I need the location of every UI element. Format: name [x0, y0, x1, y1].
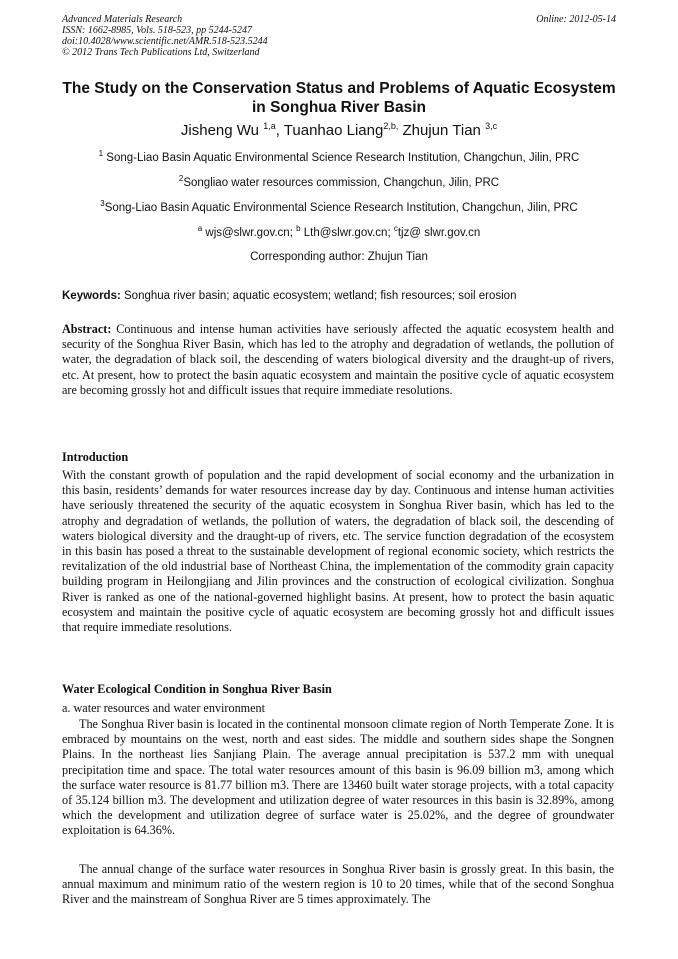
abstract: [62, 322, 614, 398]
author-name: Tuanhao Liang: [283, 122, 384, 139]
email-list: [40, 224, 638, 239]
paragraph: The annual change of the surface water resources in Songhua River basin is grossly great. In this basin, the annual maximum and minimum ratio of the western region is 10 to 20 times, while that of the second Songhua River and the mainstream of Songhua River are 5 times approximately. The: [62, 862, 614, 907]
issn-line: ISSN: 1662-8985, Vols. 518-523, pp 5244-5247: [62, 25, 252, 36]
affiliation-text: Song-Liao Basin Aquatic Environmental Science Research Institution, Changchun, Jilin, PRC: [106, 152, 580, 164]
affiliation-text: Songliao water resources commission, Changchun, Jilin, PRC: [183, 177, 500, 189]
email-sup: a: [197, 224, 203, 234]
email-link[interactable]: Lth@slwr.gov.cn;: [303, 227, 391, 239]
affiliation-2: [40, 174, 638, 189]
copyright-line: © 2012 Trans Tech Publications Ltd, Switzerland: [62, 47, 260, 58]
affiliation-sup: 2: [178, 174, 184, 184]
abstract-text: Continuous and intense human activities have seriously affected the aquatic ecosystem health and security of the Songhua River Basin, which has led to the atrophy and degradation of wetlands, the pollution of water, the degradation of black soil, the descending of waters biological diversity and the draught-up of rivers, etc. At present, how to protect the basin aquatic ecosystem and maintain the positive cycle of aquatic ecosystem are becoming grossly hot and difficult issues that require immediate resolutions.: [62, 322, 614, 397]
email-link[interactable]: tjz@ slwr.gov.cn: [397, 227, 481, 239]
affiliation-sup: 3: [100, 199, 105, 209]
author-sup: 1,a: [263, 121, 276, 131]
affiliation-1: [40, 149, 638, 164]
author-sup: 3,c: [485, 121, 498, 131]
subsection-heading: a. water resources and water environment: [62, 701, 266, 715]
paragraph: The Songhua River basin is located in the continental monsoon climate region of North Temperate Zone. It is embraced by mountains on the west, north and east sides. The middle and southern sides shape the Songnen Plains. In the northeast lies Sanjiang Plain. The average annual precipitation is 537.2 mm with unequal precipitation time and space. The total water resources amount of this basin is 96.09 billion m3, among which the surface water resource is 81.77 billion m3. There are 13460 built water storage projects, with a total capacity of 35.124 billion m3. The development and utilization degree of water resources in this basin is 32.89%, among which the development and utilization degree of surface water is 25.02%, and the degree of groundwater exploitation is 64.36%.: [62, 717, 614, 838]
corresponding-author: Corresponding author: Zhujun Tian: [250, 251, 428, 263]
email-sup: b: [296, 224, 301, 234]
introduction-heading: Introduction: [62, 450, 129, 464]
affiliation-3: [40, 199, 638, 214]
online-date: Online: 2012-05-14: [536, 14, 616, 25]
author-name: Zhujun Tian: [402, 122, 481, 139]
doi-line: doi:10.4028/www.scientific.net/AMR.518-523.5244: [62, 36, 268, 47]
paper-title: The Study on the Conservation Status and Problems of Aquatic Ecosystem in Songhua River Basin: [62, 80, 616, 116]
introduction-text: With the constant growth of population and the rapid development of social economy and the urbanization in this basin, residents’ demands for water resources increase day by day. Continuous and intense human activities have seriously threatened the security of the aquatic ecosystem in Songhua River basin, which has led to the atrophy and degradation of wetlands, the pollution of waters, the degradation of black soil, the descending of waters biological diversity and the draught-up of rivers, etc. The service function degradation of the ecosystem in this basin has posed a threat to the sustainable development of regional economic society, which restricts the revitalization of the old industrial base of Northeast China, the implementation of the commodity grain capacity building program in Heilongjiang and Jilin provinces and the construction of ecological civilization. Songhua River is ranked as one of the national-governed highlight basins. At present, how to protect the basin aquatic ecosystem and maintain the positive cycle of aquatic ecosystem are becoming grossly hot and difficult issues that require immediate resolutions.: [62, 468, 614, 635]
keywords-label: Keywords:: [62, 290, 121, 302]
abstract-label: Abstract:: [62, 322, 112, 336]
affiliation-text: Song-Liao Basin Aquatic Environmental Science Research Institution, Changchun, Jilin, PRC: [104, 202, 578, 214]
email-link[interactable]: wjs@slwr.gov.cn;: [205, 227, 293, 239]
email-sup: c: [393, 224, 398, 234]
journal-name: Advanced Materials Research: [62, 14, 183, 25]
author-name: Jisheng Wu: [180, 122, 260, 139]
keywords: [62, 290, 616, 302]
author-sup: 2,b,: [383, 121, 399, 131]
keywords-text: Songhua river basin; aquatic ecosystem; wetland; fish resources; soil erosion: [124, 290, 517, 302]
author-list: Jisheng Wu $^{1,a}$, Tuanhao Liang$^{2,b,}$ Zhujun Tian $^{3,c}$: [180, 121, 498, 139]
section-heading: Water Ecological Condition in Songhua River Basin: [62, 682, 332, 696]
affiliation-sup: 1: [98, 149, 104, 159]
publication-header: [62, 14, 616, 58]
